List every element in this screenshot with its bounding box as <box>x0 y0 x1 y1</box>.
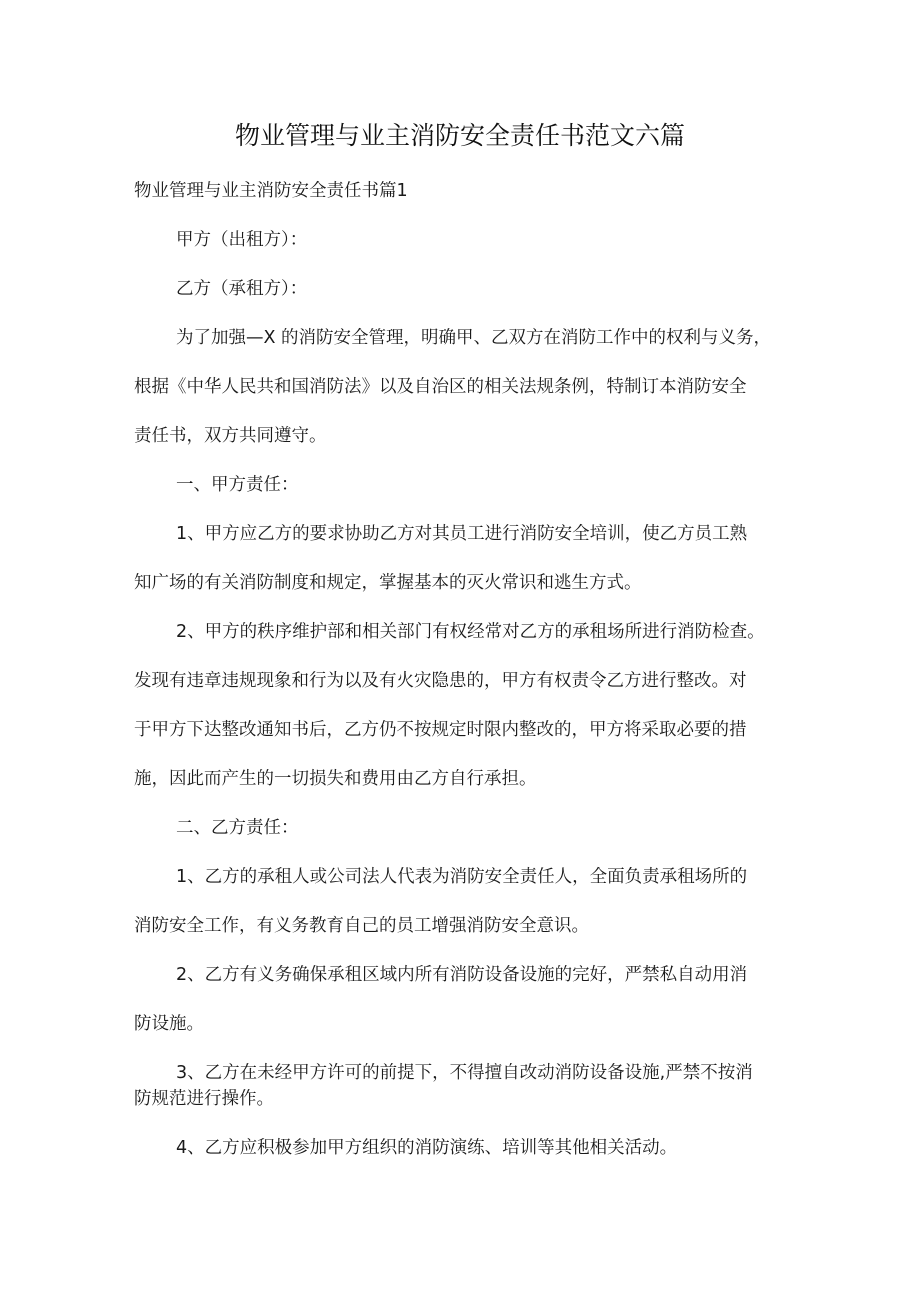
paragraph-line: 1、乙方的承租人或公司法人代表为消防安全责任人，全面负责承租场所的 <box>176 867 748 887</box>
paragraph-line: 为了加强—X 的消防安全管理，明确甲、乙双方在消防工作中的权利与义务， <box>176 328 772 348</box>
party-b-label: 乙方（承租方）： <box>176 279 308 299</box>
paragraph-line: 防规范进行操作。 <box>134 1089 274 1109</box>
paragraph-line: 责任书，双方共同遵守。 <box>134 426 327 446</box>
paragraph-line: 知广场的有关消防制度和规定，掌握基本的灭火常识和逃生方式。 <box>134 573 642 593</box>
paragraph-line: 2、甲方的秩序维护部和相关部门有权经常对乙方的承租场所进行消防检查。 <box>176 622 765 642</box>
paragraph-line: 3、乙方在未经甲方许可的前提下，不得擅自改动消防设备设施,严禁不按消 <box>176 1063 753 1083</box>
paragraph-line: 防设施。 <box>134 1014 204 1034</box>
section-heading: 物业管理与业主消防安全责任书篇1 <box>134 181 408 201</box>
clause-heading: 二、乙方责任： <box>176 818 299 838</box>
paragraph-line: 发现有违章违规现象和行为以及有火灾隐患的，甲方有权责令乙方进行整改。对 <box>134 671 747 691</box>
paragraph-line: 2、乙方有义务确保承租区域内所有消防设备设施的完好，严禁私自动用消 <box>176 965 748 985</box>
party-a-label: 甲方（出租方）： <box>176 230 308 250</box>
paragraph-line: 消防安全工作，有义务教育自己的员工增强消防安全意识。 <box>134 916 589 936</box>
paragraph-line: 4、乙方应积极参加甲方组织的消防演练、培训等其他相关活动。 <box>176 1138 678 1158</box>
clause-heading: 一、甲方责任： <box>176 475 299 495</box>
document-title: 物业管理与业主消防安全责任书范文六篇 <box>234 121 685 150</box>
paragraph-line: 根据《中华人民共和国消防法》以及自治区的相关法规条例，特制订本消防安全 <box>134 377 747 397</box>
paragraph-line: 于甲方下达整改通知书后，乙方仍不按规定时限内整改的，甲方将采取必要的措 <box>134 720 747 740</box>
paragraph-line: 施，因此而产生的一切损失和费用由乙方自行承担。 <box>134 769 537 789</box>
paragraph-line: 1、甲方应乙方的要求协助乙方对其员工进行消防安全培训，使乙方员工熟 <box>176 524 748 544</box>
